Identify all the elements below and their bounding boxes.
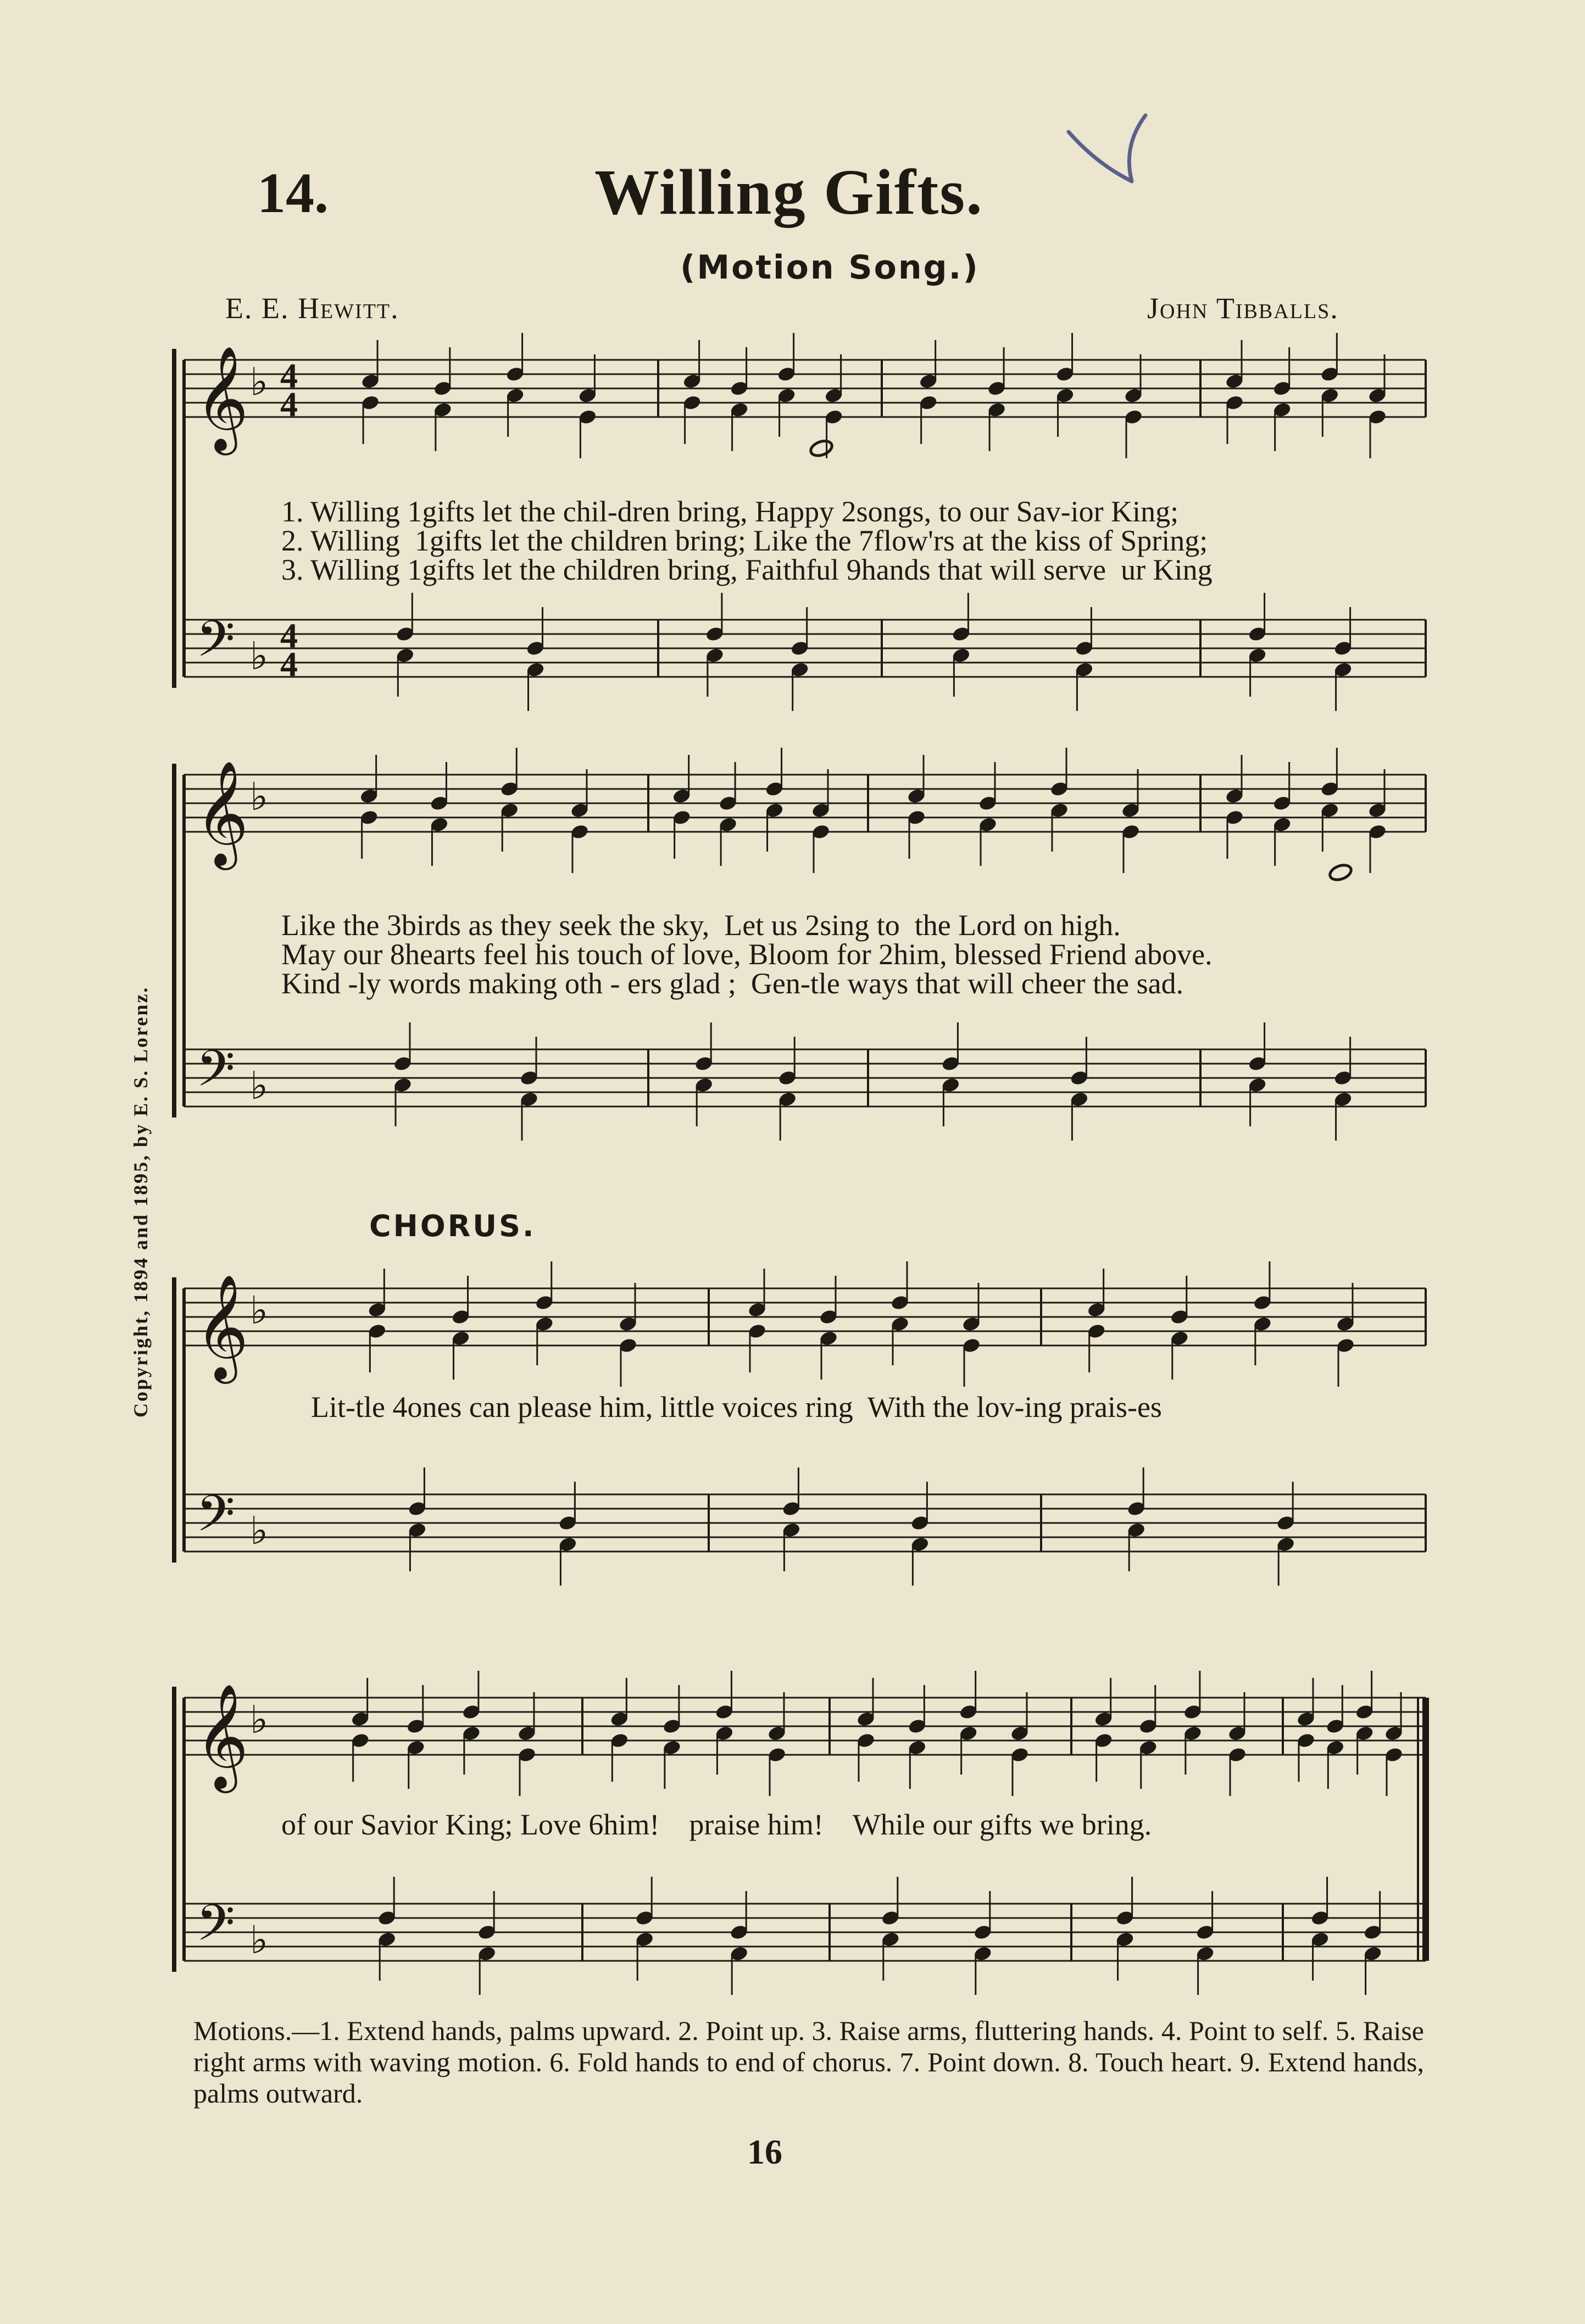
verse-1-line-2: Like the 3birds as they seek the sky, Let us 2sing to the Lord on high.: [281, 909, 1121, 942]
bass-clef: 𝄢: [196, 1485, 235, 1555]
treble-clef: 𝄞: [195, 345, 249, 451]
flat-sign: ♭: [250, 774, 269, 819]
verse-3-line-1: 3. Willing 1gifts let the children bring, Faithful 9hands that will serve ur King: [281, 553, 1213, 586]
chorus-line-1: Lit-tle 4ones can please him, little voices ring With the lov-ing prais-es: [311, 1391, 1162, 1424]
time-signature: 4: [280, 385, 298, 424]
time-signature: 4: [280, 644, 298, 683]
verse-2-line-1: 2. Willing 1gifts let the children bring; Like the 7flow'rs at the kiss of Spring;: [281, 524, 1208, 557]
bass-clef: 𝄢: [196, 1039, 235, 1110]
treble-clef: 𝄞: [195, 1274, 249, 1379]
flat-sign: ♭: [250, 633, 269, 679]
copyright-notice: Copyright, 1894 and 1895, by E. S. Lorenz.: [130, 986, 152, 1417]
half-note-head: [809, 438, 834, 458]
flat-sign: ♭: [250, 1697, 269, 1742]
hymn-number: 14.: [257, 162, 329, 225]
treble-clef: 𝄞: [195, 760, 249, 865]
flat-sign: ♭: [250, 1917, 269, 1962]
flat-sign: ♭: [250, 1508, 269, 1553]
half-note-head: [1328, 863, 1353, 882]
motions-footnote: Motions.—1. Extend hands, palms upward. 2. Point up. 3. Raise arms, fluttering hands. 4. Point to self. 5. Raise right arms with waving motion. 6. Fold hands to end of chorus. 7. Point down. 8. Touch heart. 9. Extend hands, palms outward.: [193, 2015, 1424, 2109]
composer-credit: John Tibballs.: [1147, 292, 1339, 325]
time-signature: 4: [280, 616, 298, 655]
hymn-subtitle: (Motion Song.): [680, 248, 980, 287]
chorus-line-2: of our Savior King; Love 6him! praise him! While our gifts we bring.: [281, 1808, 1152, 1841]
flat-sign: ♭: [250, 1288, 269, 1333]
flat-sign: ♭: [250, 359, 269, 404]
time-signature: 4: [280, 356, 298, 395]
bass-clef: 𝄢: [196, 610, 235, 680]
verse-3-line-2: Kind -ly words making oth - ers glad ; Gen-tle ways that will cheer the sad.: [281, 967, 1184, 1000]
pencil-check-mark: [1066, 110, 1176, 203]
bass-clef: 𝄢: [196, 1894, 235, 1964]
page-number: 16: [747, 2132, 782, 2171]
verse-2-line-2: May our 8hearts feel his touch of love, Bloom for 2him, blessed Friend above.: [281, 938, 1213, 971]
treble-clef: 𝄞: [195, 1683, 249, 1788]
chorus-label: CHORUS.: [369, 1209, 536, 1243]
lyricist-credit: E. E. Hewitt.: [225, 292, 399, 325]
hymn-title: Willing Gifts.: [594, 156, 983, 228]
verse-1-line-1: 1. Willing 1gifts let the chil-dren bring, Happy 2songs, to our Sav-ior King;: [281, 495, 1179, 528]
flat-sign: ♭: [250, 1063, 269, 1108]
